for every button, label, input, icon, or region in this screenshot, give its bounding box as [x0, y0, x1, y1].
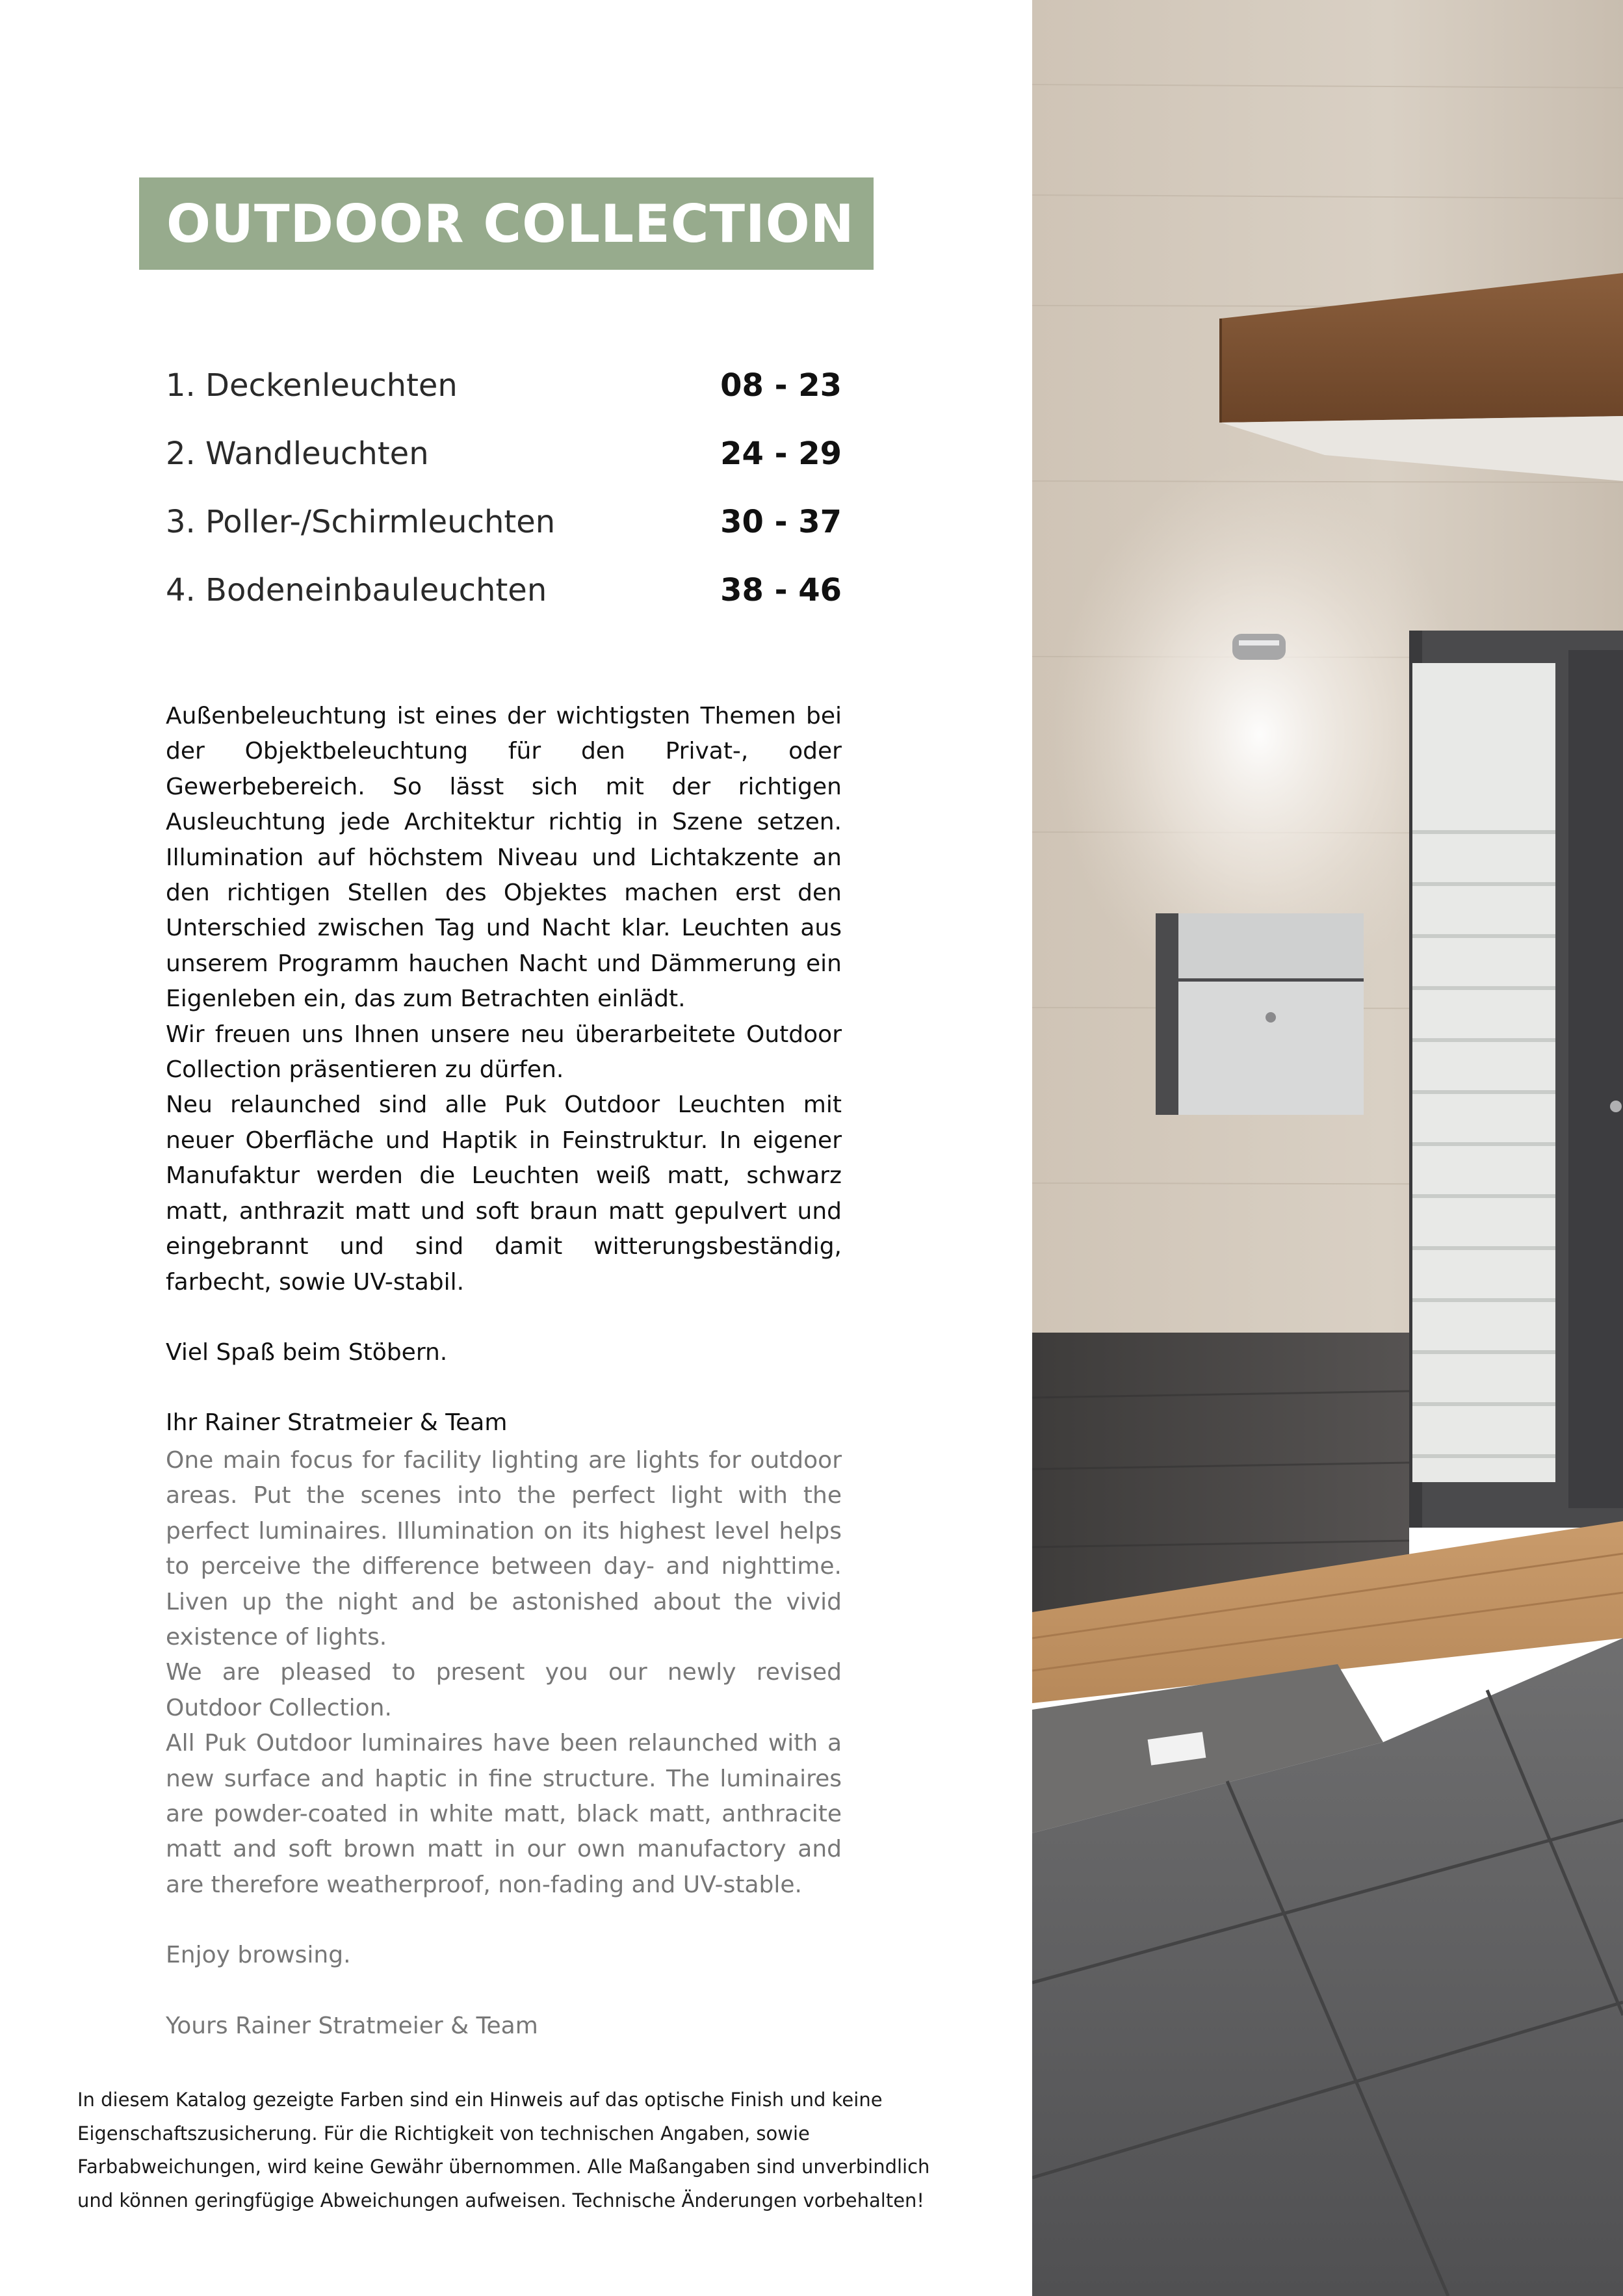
english-text — [166, 1443, 842, 2044]
section-banner — [139, 177, 874, 270]
german-intro-paragraph: Außenbeleuchtung ist eines der wichtigsten Themen bei der Objektbeleuchtung für den Privat-, oder Gewerbebereich. So lässt sich mit der richtigen Ausleuchtung jede Architektur richtig in Szene setzen. Illumination auf höchstem Niveau und Lichtakzente an den richtigen Stellen des Objektes machen erst den Unterschied zwischen Tag und Nacht klar. Leuchten aus unserem Programm hauchen Nacht und Dämmerung ein Eigenleben ein, das zum Betrachten einlädt. — [166, 703, 842, 1013]
german-text — [166, 699, 842, 1441]
toc-entry-pages: 08 - 23 — [720, 367, 842, 404]
entrance-photo-illustration — [1032, 0, 1623, 2296]
toc-entry[interactable] — [166, 367, 842, 436]
toc-entry-label: 2. Wandleuchten — [166, 436, 429, 472]
disclaimer-text: In diesem Katalog gezeigte Farben sind ein Hinweis auf das optische Finish und keine Eigenschaftszusicherung. Für die Richtigkeit von technischen Angaben, sowie Farbabweichungen, wird keine Gewähr übernommen. Alle Maßangaben sind unverbindlich und können geringfügige Abweichungen aufweisen. Technische Änderungen vorbehalten! — [77, 2089, 930, 2211]
toc-entry[interactable] — [166, 504, 842, 572]
toc-entry-pages: 24 - 29 — [720, 436, 842, 472]
english-relaunch-paragraph: All Puk Outdoor luminaires have been relaunched with a new surface and haptic in fine structure. The luminaires are powder-coated in white matt, black matt, anthracite matt and soft brown matt in our own manufactory and are therefore weatherproof, non-fading and UV-stable. — [166, 1730, 842, 1898]
english-intro-paragraph: One main focus for facility lighting are lights for outdoor areas. Put the scenes into the perfect light with the perfect luminaires. Illumination on its highest level helps to perceive the difference between day- and nighttime. Liven up the night and be astonished about the vivid existence of lights. — [166, 1447, 842, 1651]
toc-entry[interactable] — [166, 436, 842, 504]
english-signature: Yours Rainer Stratmeier & Team — [166, 2012, 538, 2039]
german-signature: Ihr Rainer Stratmeier & Team — [166, 1409, 508, 1437]
toc-entry-label: 3. Poller-/Schirmleuchten — [166, 504, 556, 540]
german-relaunch-paragraph: Neu relaunched sind alle Puk Outdoor Leuchten mit neuer Oberfläche und Haptik in Feinstruktur. In eigener Manufaktur werden die Leuchten weiß matt, schwarz matt, anthrazit matt und soft braun matt gepulvert und eingebrannt und sind damit witterungsbeständig, farbecht, sowie UV-stabil. — [166, 1091, 842, 1296]
entrance-photo — [1032, 0, 1623, 2296]
wall-lamp — [1232, 634, 1286, 660]
toc-entry-label: 1. Deckenleuchten — [166, 367, 458, 404]
door-handle — [1610, 1101, 1622, 1112]
english-pleased-paragraph: We are pleased to present you our newly revised Outdoor Collection. — [166, 1659, 842, 1721]
door-leaf — [1568, 650, 1623, 1508]
german-pleased-paragraph: Wir freuen uns Ihnen unsere neu überarbeitete Outdoor Collection präsentieren zu dürfen. — [166, 1021, 842, 1084]
toc-entry-label: 4. Bodeneinbauleuchten — [166, 572, 547, 608]
door-glass-panel — [1412, 663, 1555, 1482]
page-title: OUTDOOR COLLECTION — [166, 193, 855, 254]
german-enjoy-line: Viel Spaß beim Stöbern. — [166, 1338, 448, 1366]
toc-entry[interactable] — [166, 572, 842, 640]
english-enjoy-line: Enjoy browsing. — [166, 1942, 351, 1969]
table-of-contents — [166, 367, 842, 640]
toc-entry-pages: 30 - 37 — [720, 504, 842, 540]
toc-entry-pages: 38 - 46 — [720, 572, 842, 608]
